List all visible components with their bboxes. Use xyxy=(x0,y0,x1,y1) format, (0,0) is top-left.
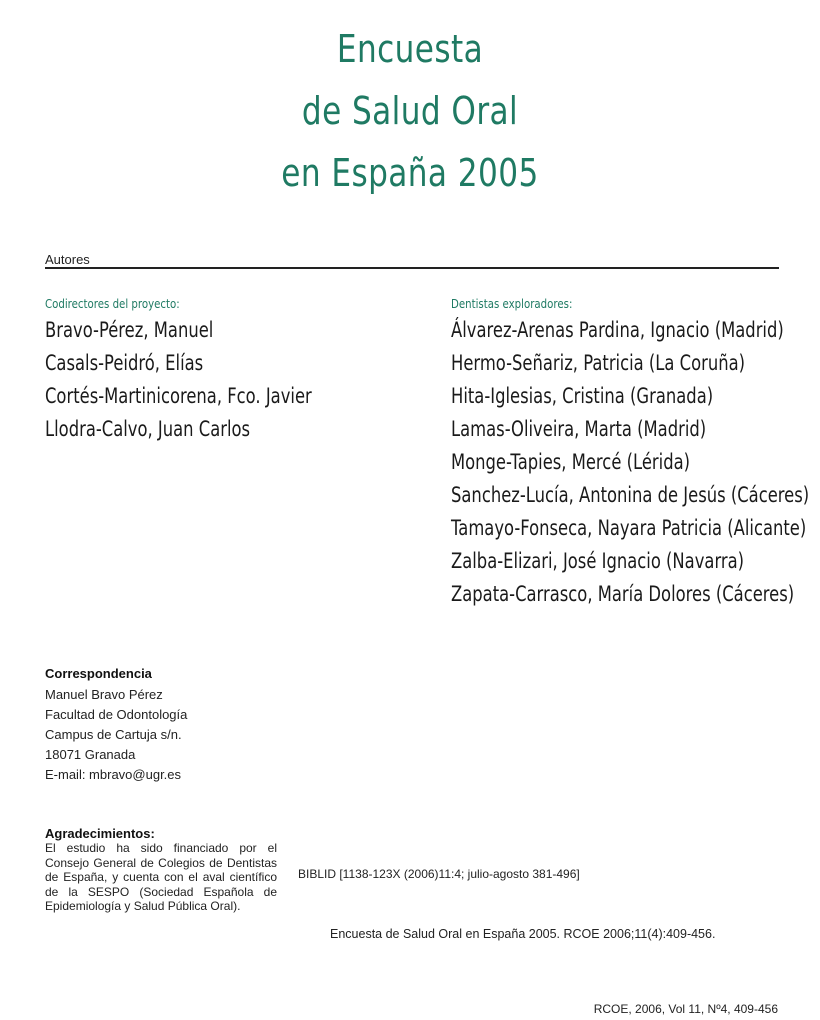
citation: Encuesta de Salud Oral en España 2005. RCOE 2006;11(4):409-456. xyxy=(330,927,716,941)
dentists-section xyxy=(451,297,810,611)
title-line-2: de Salud Oral xyxy=(301,89,519,133)
dentist-name: Zapata-Carrasco, María Dolores (Cáceres) xyxy=(451,582,795,606)
codirector-name: Bravo-Pérez, Manuel xyxy=(45,318,214,342)
authors-label: Autores xyxy=(45,252,90,267)
correspondence-email: E-mail: mbravo@ugr.es xyxy=(45,767,182,782)
biblid-reference: BIBLID [1138-123X (2006)11:4; julio-agosto 381-496] xyxy=(298,867,580,881)
dentist-name: Lamas-Oliveira, Marta (Madrid) xyxy=(451,417,707,441)
acknowledgements-section xyxy=(45,826,277,914)
dentist-name: Zalba-Elizari, José Ignacio (Navarra) xyxy=(451,549,745,573)
dentist-name: Monge-Tapies, Mercé (Lérida) xyxy=(451,450,691,474)
correspondence-line: Manuel Bravo Pérez xyxy=(45,687,163,702)
dentist-name: Sanchez-Lucía, Antonina de Jesús (Cáceres) xyxy=(451,483,810,507)
dentist-name: Hermo-Señariz, Patricia (La Coruña) xyxy=(451,351,746,375)
document-title xyxy=(0,18,820,204)
correspondence-line: 18071 Granada xyxy=(45,747,136,762)
codirectors-list xyxy=(45,314,425,446)
title-line-3: en España 2005 xyxy=(281,151,539,195)
title-line-1: Encuesta xyxy=(336,27,484,71)
codirector-name: Llodra-Calvo, Juan Carlos xyxy=(45,417,251,441)
dentists-list xyxy=(451,314,810,611)
codirectors-section xyxy=(45,297,425,446)
dentist-name: Hita-Iglesias, Cristina (Granada) xyxy=(451,384,714,408)
page-footer: RCOE, 2006, Vol 11, Nº4, 409-456 xyxy=(593,1002,778,1016)
correspondence-heading: Correspondencia xyxy=(45,666,152,681)
codirector-name: Cortés-Martinicorena, Fco. Javier xyxy=(45,384,312,408)
dentists-heading: Dentistas exploradores: xyxy=(451,297,573,311)
dentist-name: Álvarez-Arenas Pardina, Ignacio (Madrid) xyxy=(451,318,784,342)
section-divider xyxy=(45,267,779,269)
codirectors-heading: Codirectores del proyecto: xyxy=(45,297,180,311)
dentist-name: Tamayo-Fonseca, Nayara Patricia (Alicante) xyxy=(451,516,807,540)
codirector-name: Casals-Peidró, Elías xyxy=(45,351,204,375)
acknowledgements-heading: Agradecimientos: xyxy=(45,826,155,841)
correspondence-section xyxy=(45,666,187,785)
correspondence-line: Campus de Cartuja s/n. xyxy=(45,727,182,742)
correspondence-line: Facultad de Odontología xyxy=(45,707,188,722)
acknowledgements-text: El estudio ha sido financiado por el Consejo General de Colegios de Dentistas de España, y cuenta con el aval científico de la SESPO (Sociedad Española de Epidemiología y Salud Pública Oral). xyxy=(45,841,277,913)
